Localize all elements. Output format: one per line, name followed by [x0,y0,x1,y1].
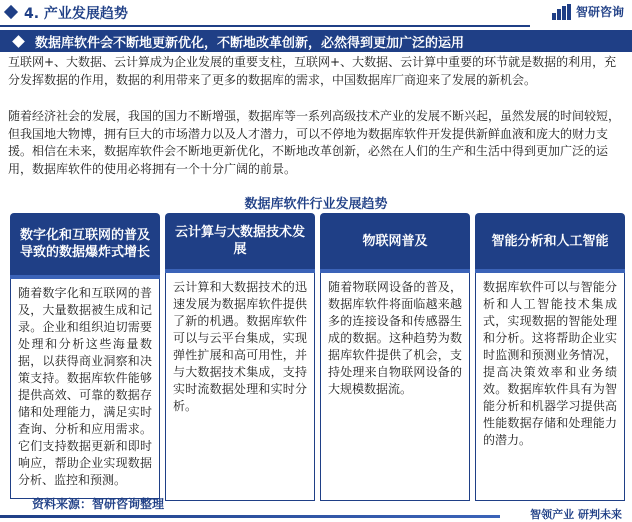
trend-card-title: 数字化和互联网的普及导致的数据爆炸式增长 [10,213,160,275]
section-marker-icon [4,5,18,19]
trend-card-body: 随着数字化和互联网的普及，大量数据被生成和记录。企业和组织迫切需要处理和分析这些海量数据，以获得商业洞察和决策支持。数据库软件能够提供高效、可靠的数据存储和处理能力，满足实时查询、分析和应用需求。它们支持数据更新和即时响应，帮助企业实现数据分析、监控和预测。 [10,279,160,499]
source-note: 资料来源：智研咨询整理 [32,497,165,511]
trend-card-title: 物联网普及 [320,213,470,269]
trends-title: 数据库软件行业发展趋势 [244,197,388,212]
trend-card-data-growth [10,213,160,499]
brand [552,3,624,20]
trend-card-accent [320,269,470,273]
trend-card-ai [475,213,625,501]
trend-card-body: 云计算和大数据技术的迅速发展为数据库软件提供了新的机遇。数据库软件可以与云平台集成，实现弹性扩展和高可用性，并与大数据技术集成，支持实时流数据处理和实时分析。 [165,273,315,501]
trend-card-iot [320,213,470,501]
section-rule [0,25,530,27]
brand-name: 智研咨询 [575,5,624,19]
headline-text: 数据库软件会不断地更新优化，不断地改革创新，必然得到更加广泛的运用 [35,35,465,51]
footer [0,490,632,522]
trend-card-cloud-bigdata [165,213,315,501]
trend-card-body: 随着物联网设备的普及，数据库软件将面临越来越多的连接设备和传感器生成的数据。这种趋势为数据库软件提供了机会，支持处理来自物联网设备的大规模数据流。 [320,273,470,501]
trend-card-title: 智能分析和人工智能 [475,213,625,269]
trend-card-accent [10,275,160,279]
section-header [0,0,632,28]
diamond-icon [12,35,25,48]
trend-card-accent [475,269,625,273]
brand-logo-icon [552,4,572,20]
headline-banner [0,30,632,52]
trend-card-body: 数据库软件可以与智能分析和人工智能技术集成式，实现数据的智能处理和分析。这将帮助企业实时监测和预测业务情况，提高决策效率和业务绩效。数据库软件具有为智能分析和机器学习提供高性能数据存储和处理能力的潜力。 [475,273,625,501]
footer-slogan: 智领产业 研判未来 [530,508,622,521]
section-title: 4. 产业发展趋势 [24,6,128,22]
intro-paragraph: 互联网+、大数据、云计算成为企业发展的重要支柱，互联网+、大数据、云计算中重要的环节就是数据的利用，充分发挥数据的作用，数据的利用带来了更多的数据库的需求，中国数据库厂商迎来了发展的新机会。 [8,55,617,87]
trend-card-title: 云计算与大数据技术发展 [165,213,315,269]
footer-bar [0,515,500,518]
trend-card-accent [165,269,315,273]
outlook-paragraph: 随着经济社会的发展，我国的国力不断增强，数据库等一系列高级技术产业的发展不断兴起，虽然发展的时间较短，但我国地大物博，拥有巨大的市场潜力以及人才潜力，可以不停地为数据库软件开发提供新鲜血液和庞大的财力支援。相信在未来，数据库软件会不断地更新优化，不断地改革创新，必然在人们的生产和生活中得到更加广泛的运用，数据库软件的使用必将拥有一个十分广阔的前景。 [8,109,621,176]
